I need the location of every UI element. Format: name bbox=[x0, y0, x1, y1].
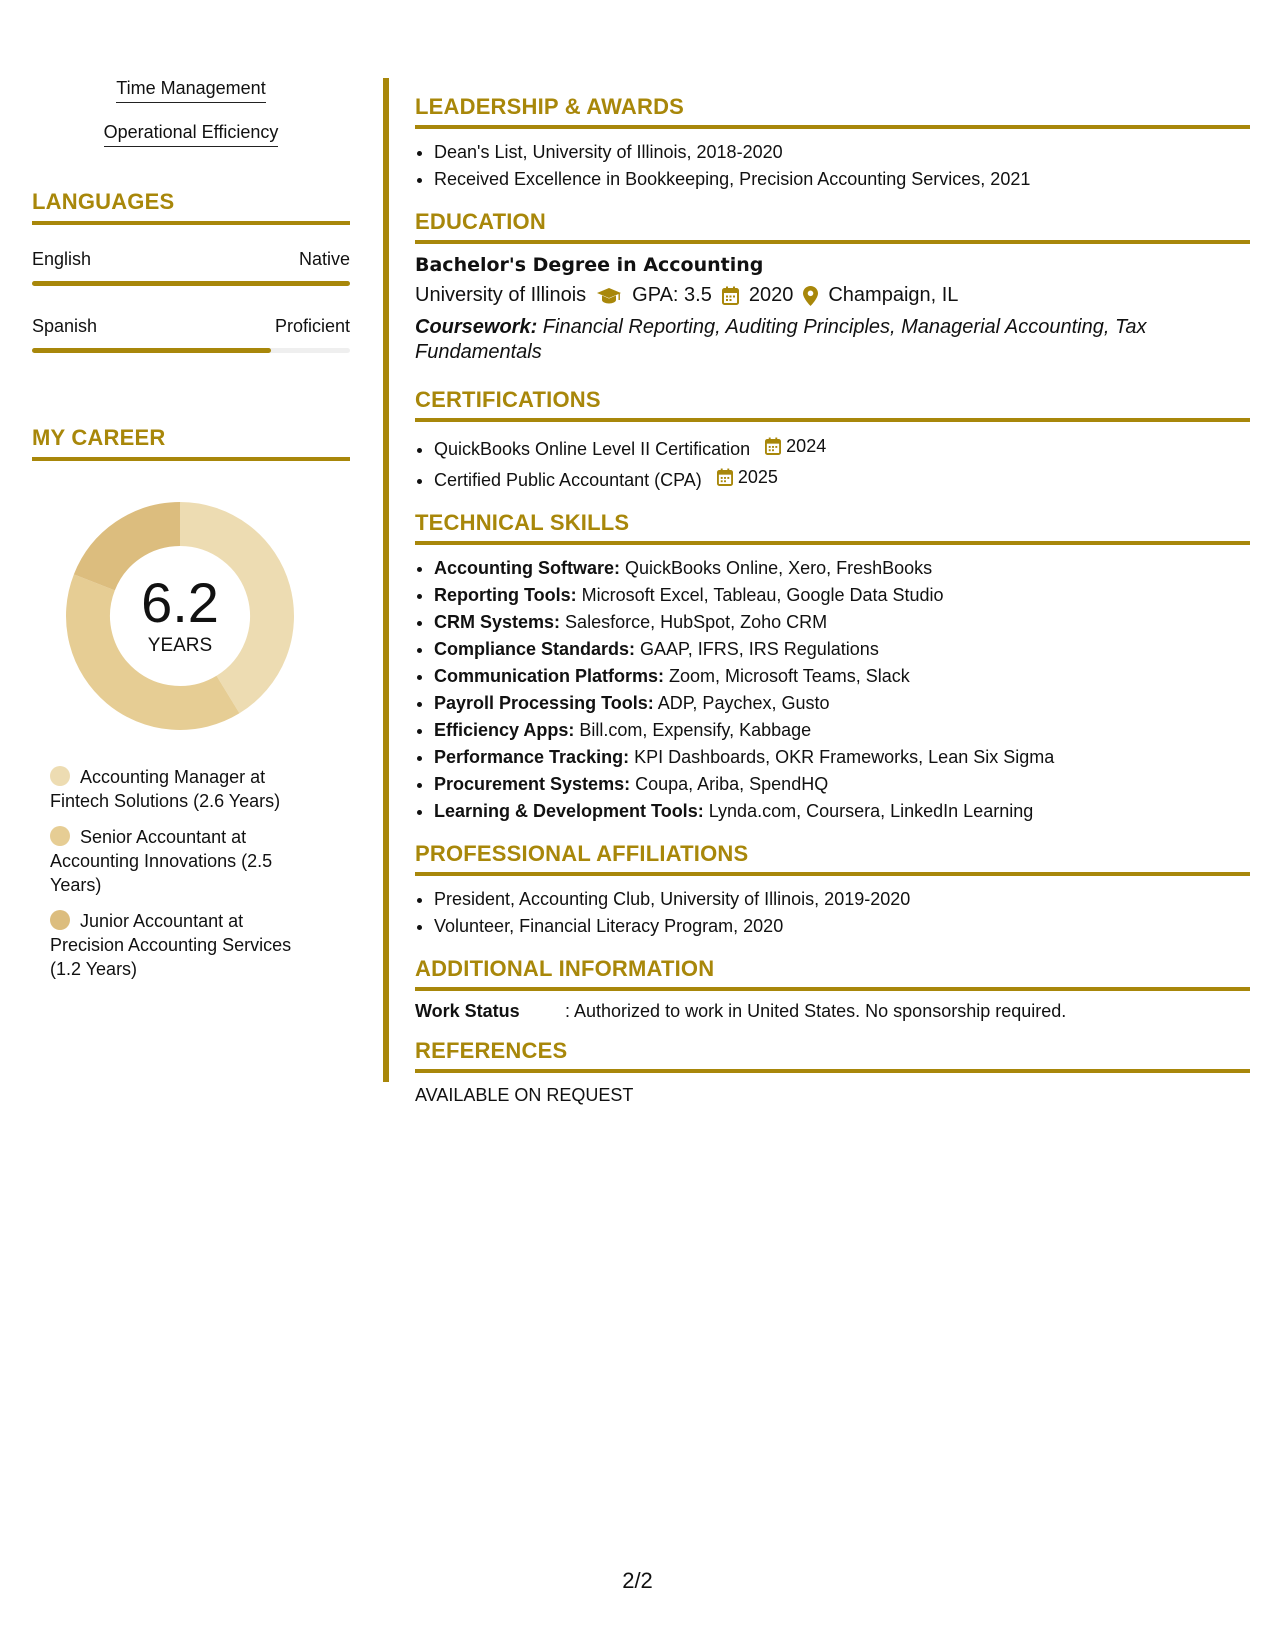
additional-info-section bbox=[415, 956, 1250, 1022]
languages-section bbox=[32, 189, 350, 353]
left-column bbox=[32, 78, 350, 993]
leadership-section bbox=[415, 94, 1250, 193]
list-item: • Performance Tracking: KPI Dashboards, OKR Frameworks, Lean Six Sigma bbox=[434, 744, 1250, 771]
language-bar-fill bbox=[32, 281, 350, 286]
technical-skills-list bbox=[415, 555, 1250, 825]
certifications-list bbox=[415, 432, 1250, 494]
list-item: • Learning & Development Tools: Lynda.com, Coursera, LinkedIn Learning bbox=[434, 798, 1250, 825]
language-bar-fill bbox=[32, 348, 271, 353]
legend-item: Accounting Manager at Fintech Solutions (2.6 Years) bbox=[50, 767, 281, 811]
affiliations-heading: PROFESSIONAL AFFILIATIONS bbox=[415, 841, 1250, 876]
language-item bbox=[32, 249, 350, 286]
school-name: University of Illinois bbox=[415, 284, 587, 306]
additional-info-heading: ADDITIONAL INFORMATION bbox=[415, 956, 1250, 991]
technical-skills-section bbox=[415, 510, 1250, 825]
school-location: Champaign, IL bbox=[828, 284, 959, 306]
work-status-row bbox=[415, 1001, 1250, 1022]
list-item: • Dean's List, University of Illinois, 2018-2020 bbox=[434, 139, 1250, 166]
career-section bbox=[32, 425, 350, 981]
list-item bbox=[434, 432, 1250, 463]
career-unit: YEARS bbox=[147, 635, 213, 656]
list-item: • Reporting Tools: Microsoft Excel, Tableau, Google Data Studio bbox=[434, 582, 1250, 609]
leadership-list bbox=[415, 139, 1250, 193]
references-text: AVAILABLE ON REQUEST bbox=[415, 1085, 634, 1105]
graduation-cap-icon bbox=[596, 287, 622, 305]
list-item: • Compliance Standards: GAAP, IFRS, IRS Regulations bbox=[434, 636, 1250, 663]
calendar-icon bbox=[765, 437, 781, 455]
degree-title: Bachelor's Degree in Accounting bbox=[415, 254, 764, 276]
language-item bbox=[32, 316, 350, 353]
certifications-section bbox=[415, 387, 1250, 494]
list-item: • Accounting Software: QuickBooks Online, Xero, FreshBooks bbox=[434, 555, 1250, 582]
career-total: 6.2 bbox=[141, 571, 219, 634]
skill-tag: Time Management bbox=[32, 78, 350, 103]
affiliations-section bbox=[415, 841, 1250, 940]
certification-year: 2025 bbox=[737, 467, 778, 487]
references-section bbox=[415, 1038, 1250, 1106]
column-divider bbox=[383, 78, 389, 1082]
career-heading: MY CAREER bbox=[32, 425, 350, 461]
list-item: • Communication Platforms: Zoom, Microsoft Teams, Slack bbox=[434, 663, 1250, 690]
map-pin-icon bbox=[803, 286, 818, 306]
certification-name: Certified Public Accountant (CPA) bbox=[434, 470, 702, 490]
work-status-value: : Authorized to work in United States. No sponsorship required. bbox=[565, 1001, 1067, 1021]
legend-dot-icon bbox=[50, 910, 70, 930]
career-legend bbox=[32, 765, 350, 981]
languages-heading: LANGUAGES bbox=[32, 189, 350, 225]
education-heading: EDUCATION bbox=[415, 209, 1250, 244]
language-bar bbox=[32, 281, 350, 286]
legend-dot-icon bbox=[50, 766, 70, 786]
certifications-heading: CERTIFICATIONS bbox=[415, 387, 1250, 422]
list-item: • President, Accounting Club, University of Illinois, 2019-2020 bbox=[434, 886, 1250, 913]
language-name: English bbox=[32, 249, 92, 269]
list-item: • Procurement Systems: Coupa, Ariba, SpendHQ bbox=[434, 771, 1250, 798]
career-donut-chart bbox=[65, 501, 295, 731]
list-item: • Payroll Processing Tools: ADP, Paychex, Gusto bbox=[434, 690, 1250, 717]
language-name: Spanish bbox=[32, 316, 98, 336]
legend-item: Senior Accountant at Accounting Innovations (2.5 Years) bbox=[50, 827, 273, 895]
calendar-icon bbox=[717, 468, 733, 486]
calendar-icon bbox=[722, 286, 739, 305]
references-heading: REFERENCES bbox=[415, 1038, 1250, 1073]
education-section bbox=[415, 209, 1250, 365]
work-status-label: Work Status bbox=[415, 1001, 520, 1021]
page-number: 2/2 bbox=[622, 1568, 653, 1593]
skill-tag: Operational Efficiency bbox=[32, 122, 350, 147]
education-details bbox=[415, 284, 1250, 307]
coursework-label: Coursework: bbox=[415, 316, 538, 338]
language-level: Native bbox=[298, 249, 350, 269]
list-item bbox=[434, 463, 1250, 494]
list-item: • Efficiency Apps: Bill.com, Expensify, Kabbage bbox=[434, 717, 1250, 744]
language-bar bbox=[32, 348, 350, 353]
list-item: • Volunteer, Financial Literacy Program, 2020 bbox=[434, 913, 1250, 940]
affiliations-list bbox=[415, 886, 1250, 940]
coursework bbox=[415, 315, 1250, 365]
certification-year: 2024 bbox=[786, 436, 827, 456]
graduation-year: 2020 bbox=[748, 284, 794, 306]
technical-skills-heading: TECHNICAL SKILLS bbox=[415, 510, 1250, 545]
gpa: GPA: 3.5 bbox=[632, 284, 712, 306]
coursework-list: Financial Reporting, Auditing Principles, Managerial Accounting, Tax Fundamentals bbox=[415, 316, 1147, 363]
language-level: Proficient bbox=[274, 316, 350, 336]
leadership-heading: LEADERSHIP & AWARDS bbox=[415, 94, 1250, 129]
certification-name: QuickBooks Online Level II Certification bbox=[434, 439, 751, 459]
right-column bbox=[415, 94, 1250, 1122]
legend-dot-icon bbox=[50, 826, 70, 846]
legend-item: Junior Accountant at Precision Accounting Services (1.2 Years) bbox=[50, 911, 292, 979]
list-item: • Received Excellence in Bookkeeping, Precision Accounting Services, 2021 bbox=[434, 166, 1250, 193]
list-item: • CRM Systems: Salesforce, HubSpot, Zoho CRM bbox=[434, 609, 1250, 636]
